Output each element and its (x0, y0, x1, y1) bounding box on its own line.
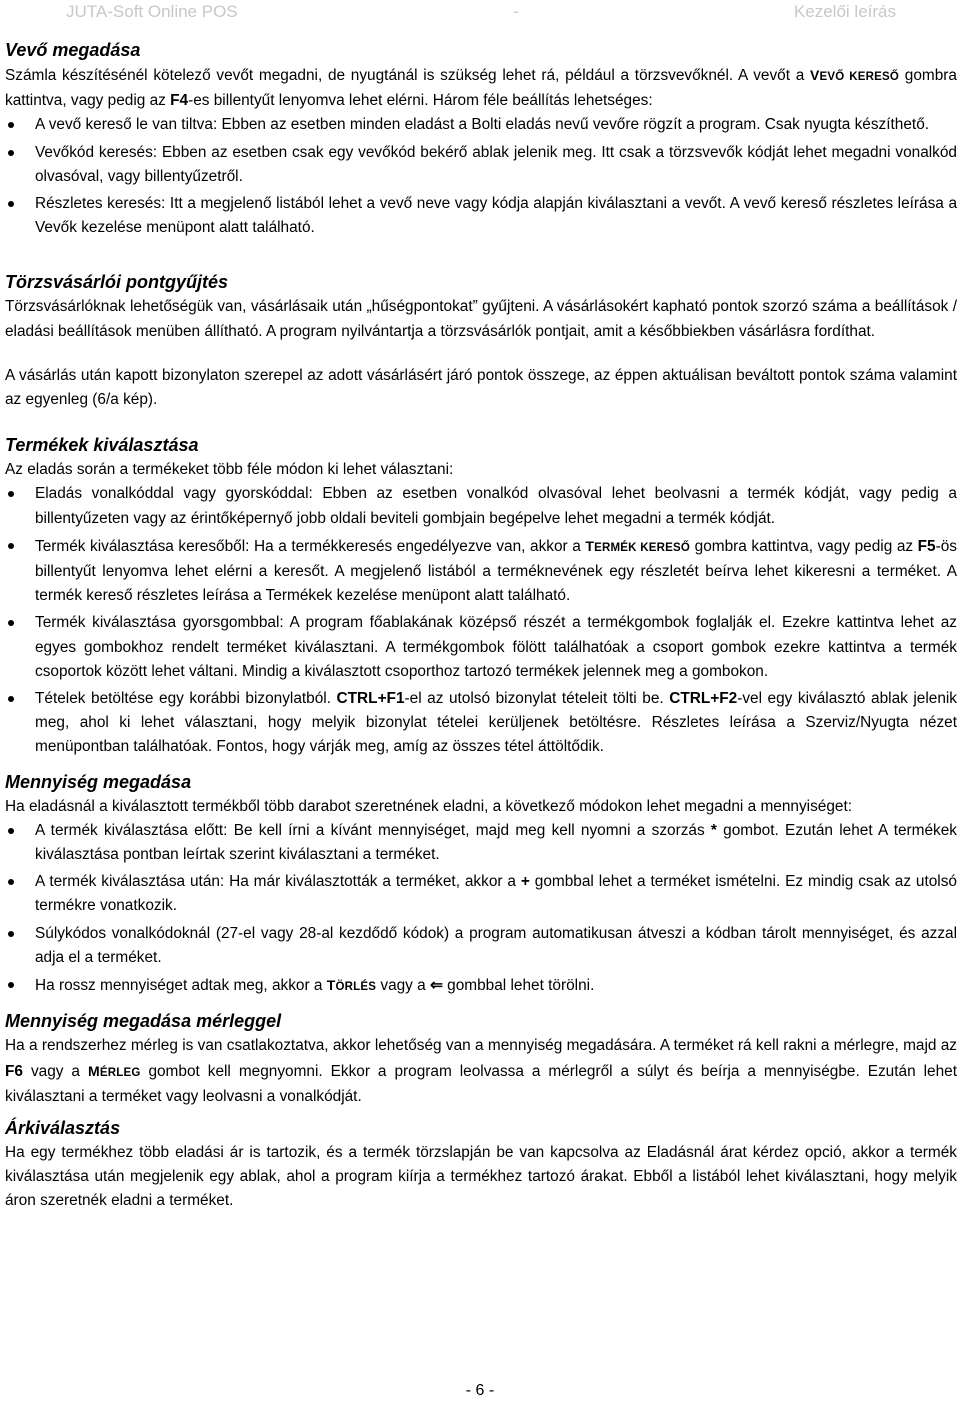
list-item: A termék kiválasztása után: Ha már kiválasztották a terméket, akkor a + gombbal lehet a terméket ismételni. Ez mindig csak az utolsó termékre vonatkozik. (5, 870, 957, 918)
menny-options-list (5, 819, 957, 999)
torzs-paragraph-1: Törzsvásárlóknak lehetőségük van, vásárlásaik után „hűségpontokat” gyűjteni. A vásárlásokért kapható pontok szorzó száma a beállítások / eladási beállítások menüben állítható. A program nyilvántartja a törzsvásárlók pontjait, amit a későbbiekben vásárlásra fordíthat. (5, 298, 957, 340)
list-item: Részletes keresés: Itt a megjelenő listából lehet a vevő neve vagy kódja alapján kiválasztani a vevőt. A vevő kereső részletes leírása a Vevők kezelése menüpont alatt található. (5, 192, 957, 240)
list-item: Eladás vonalkóddal vagy gyorskóddal: Ebben az esetben vonalkód olvasóval lehet beolvasni a termék kódját, vagy pedig a billentyűzeten vagy az érintőképernyő jobb oldali beviteli gombjain begépelve lehet megadni a termék kódját. (5, 482, 957, 530)
list-item: Termék kiválasztása gyorsgombbal: A program főablakának középső részét a termékgombok foglalják el. Ezekre kattintva lehet az egyes gombokhoz rendelt terméket kiválasztani. A termékgombok fölött találhatóak a csoport gombok ezekre kattintva a termék csoportok között lehet váltani. Mindig a kiválasztott csoporthoz tartozó termékek jelennek meg a gombokon. (5, 611, 957, 684)
header-doc-title: Kezelői leírás (793, 2, 896, 21)
termek-intro: Az eladás során a termékeket több féle módon ki lehet választani: (5, 461, 454, 479)
left-arrow-icon: ⇐ (430, 977, 443, 995)
list-item: A vevő kereső le van tiltva: Ebben az esetben minden eladást a Bolti eladás nevű vevőre rögzít a program. Csak nyugta készíthető. (5, 113, 957, 137)
list-item: Tételek betöltése egy korábbi bizonylatból. CTRL+F1-el az utolsó bizonylat tételeit tölti be. CTRL+F2-vel egy kiválasztó ablak jelenik meg, ahol ki lehet választani, hogy melyik bizonylat tételei kerüljenek betöltésre. Részletes leírása a Szerviz/Nyugta nézet menüpontban találhatóak. Fontos, hogy várják meg, amíg az összes tétel áttöltődik. (5, 687, 957, 760)
vevo-options-list (5, 113, 957, 240)
vevo-paragraph: Számla készítésénél kötelező vevőt megadni, de nyugtánál is szükség lehet rá, például a törzsvevőknél. A vevőt a VEVŐ KERESŐ gombra kattintva, vagy pedig az F4-es billentyűt lenyomva lehet elérni. Három féle beállítás lehetséges: (5, 67, 957, 110)
section-title-termek: Termékek kiválasztása (5, 435, 199, 456)
list-item: Ha rossz mennyiséget adtak meg, akkor a TÖRLÉS vagy a ⇐ gombbal lehet törölni. (5, 973, 957, 999)
menny-intro: Ha eladásnál a kiválasztott termékből több darabot szeretnének eladni, a következő módokon lehet megadni a mennyiséget: (5, 797, 852, 815)
list-item: Vevőkód keresés: Ebben az esetben csak egy vevőkód bekérő ablak jelenik meg. Itt csak a törzsvevők kódját lehet megadni vonalkód olvasóval, vagy billentyűzetről. (5, 141, 957, 189)
header-product: JUTA-Soft Online POS (66, 2, 238, 21)
page-content (5, 37, 957, 1214)
section-title-torzs: Törzsvásárlói pontgyűjtés (5, 272, 229, 293)
page-number: - 6 - (465, 1382, 495, 1399)
list-item: A termék kiválasztása előtt: Be kell írni a kívánt mennyiséget, majd meg kell nyomni a szorzás * gombot. Ezután lehet A termékek kiválasztása pontban leírtak szerint kiválasztani a terméket. (5, 819, 957, 867)
section-title-menny: Mennyiség megadása (5, 771, 192, 792)
section-title-ar: Árkiválasztás (5, 1117, 121, 1138)
section-title-vevo: Vevő megadása (5, 40, 141, 60)
page-header (66, 0, 896, 24)
list-item: Termék kiválasztása keresőből: Ha a termékkeresés engedélyezve van, akkor a TERMÉK KERESŐ gombra kattintva, vagy pedig az F5-ös billentyűt lenyomva lehet elérni a keresőt. A megjelenő listából a terméknevének egy részletét beírva lehet kikeresni a terméket. A termék kereső részletes leírása a Termékek kezelése menüpont alatt található. (5, 534, 957, 609)
header-separator: - (512, 2, 519, 21)
ar-paragraph: Ha egy termékhez több eladási ár is tartozik, és a termék törzslapján be van kapcsolva az Eladásnál árat kérdez opció, akkor a termék kiválasztása után megjelenik egy ablak, ahol a program kiírja a termékhez tartozó árakat. Ebből a listából lehet kiválasztani, hogy melyik áron szeretnék eladni a terméket. (5, 1143, 957, 1210)
torzs-paragraph-2: A vásárlás után kapott bizonylaton szerepel az adott vásárlásért járó pontok összege, az éppen aktuálisan beváltott pontok száma valamint az egyenleg (6/a kép). (5, 366, 957, 409)
list-item: Súlykódos vonalkódoknál (27-el vagy 28-al kezdődő kódok) a program automatikusan átveszi a kódban tárolt mennyiséget, és azzal adja el a terméket. (5, 922, 957, 970)
merleg-paragraph: Ha a rendszerhez mérleg is van csatlakoztatva, akkor lehetőség van a mennyiség megadására. A terméket rá kell rakni a mérlegre, majd az F6 vagy a MÉRLEG gombot kell megnyomni. Ekkor a program leolvassa a mérlegről a súlyt és beírja a mennyiségbe. Ezután lehet kiválasztani a terméket vagy leolvasni a vonalkódját. (5, 1037, 957, 1105)
termek-options-list (5, 482, 957, 759)
section-title-merleg: Mennyiség megadása mérleggel (5, 1011, 282, 1032)
